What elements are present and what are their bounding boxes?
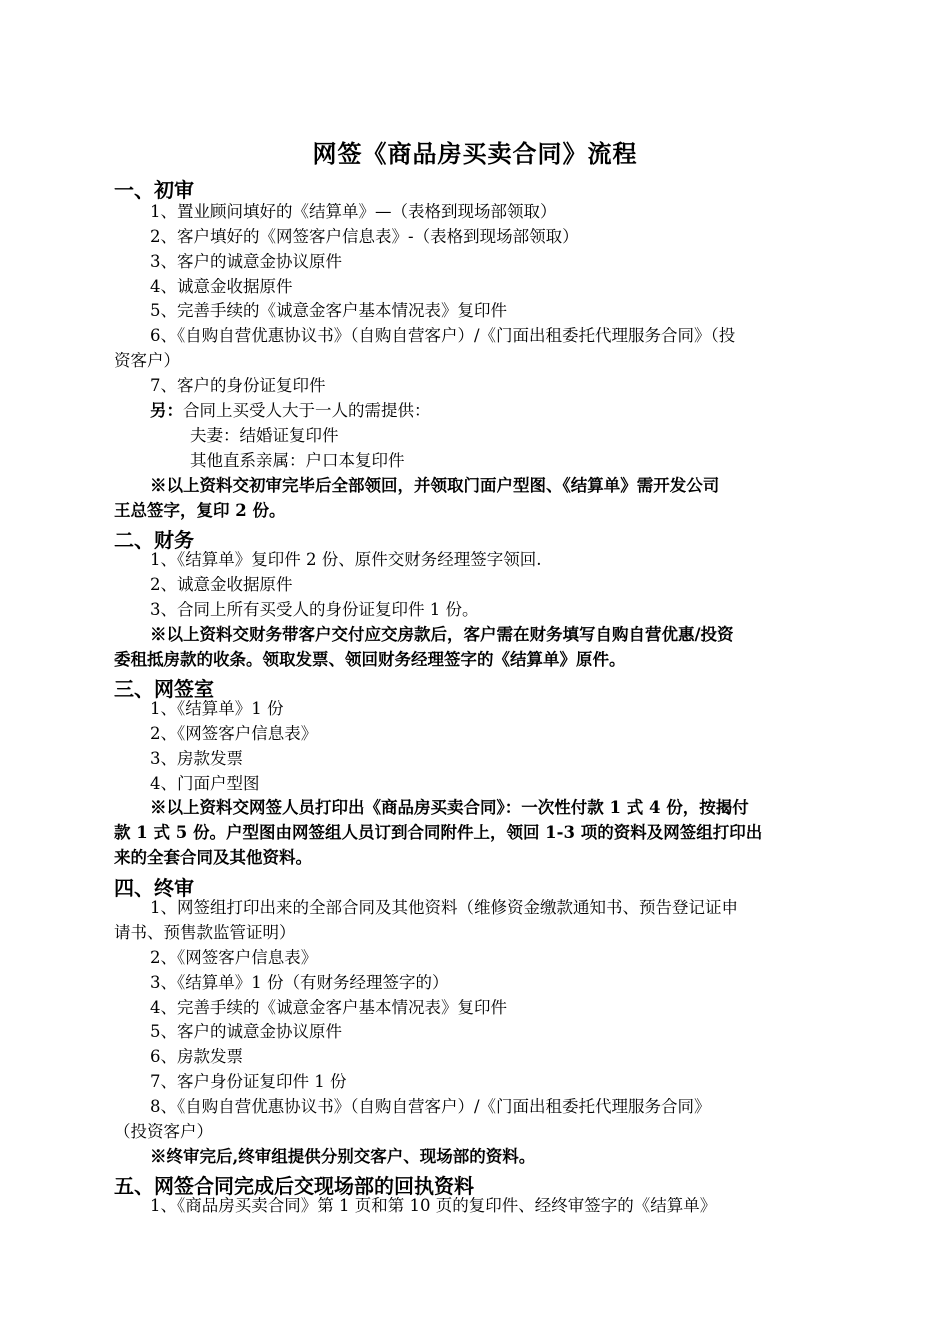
list-item: 6、《自购自营优惠协议书》（自购自营客户）/《门面出租委托代理服务合同》（投 [150, 326, 736, 345]
list-item: 2、《网签客户信息表》 [150, 724, 318, 743]
list-item: 3、客户的诚意金协议原件 [150, 252, 342, 271]
list-item: 2、客户填好的《网签客户信息表》-（表格到现场部领取） [150, 227, 579, 246]
list-item: 4、门面户型图 [150, 774, 260, 793]
note-line: ※终审完后,终审组提供分别交客户、现场部的资料。 [150, 1147, 536, 1166]
section-heading-2: 二、财务 [114, 528, 194, 552]
section-heading-5: 五、网签合同完成后交现场部的回执资料 [114, 1174, 474, 1198]
list-item: 1、网签组打印出来的全部合同及其他资料（维修资金缴款通知书、预告登记证申 [150, 898, 738, 917]
list-item: （投资客户） [114, 1122, 213, 1141]
list-item: 其他直系亲属：户口本复印件 [190, 451, 405, 470]
note-line: ※以上资料交初审完毕后全部领回，并领取门面户型图、《结算单》需开发公司 [150, 476, 720, 495]
list-item: 1、《结算单》1 份 [150, 699, 284, 718]
list-item: 7、客户的身份证复印件 [150, 376, 326, 395]
note-line: ※以上资料交网签人员打印出《商品房买卖合同》：一次性付款 1 式 4 份，按揭付 [150, 798, 749, 817]
list-item: 1、《结算单》复印件 2 份、原件交财务经理签字领回. [150, 550, 542, 569]
extra-label: 另： [150, 401, 183, 420]
list-item: 3、合同上所有买受人的身份证复印件 1 份。 [150, 600, 479, 619]
section-heading-1: 一、初审 [114, 178, 194, 202]
section-heading-3: 三、网签室 [114, 677, 214, 701]
note-line: 款 1 式 5 份。户型图由网签组人员订到合同附件上，领回 1-3 项的资料及网签组打印出 [114, 823, 763, 842]
extra-text: 合同上买受人大于一人的需提供： [183, 401, 431, 420]
extra-requirement [150, 401, 431, 421]
list-item: 请书、预售款监管证明） [114, 923, 296, 942]
list-item: 6、房款发票 [150, 1047, 243, 1066]
section-heading-4: 四、终审 [114, 876, 194, 900]
list-item: 5、完善手续的《诚意金客户基本情况表》复印件 [150, 301, 507, 320]
list-item: 2、诚意金收据原件 [150, 575, 293, 594]
note-line: ※以上资料交财务带客户交付应交房款后，客户需在财务填写自购自营优惠/投资 [150, 625, 734, 644]
list-item: 资客户） [114, 351, 180, 370]
note-line: 来的全套合同及其他资料。 [114, 848, 312, 867]
list-item: 5、客户的诚意金协议原件 [150, 1022, 342, 1041]
list-item: 夫妻：结婚证复印件 [190, 426, 339, 445]
list-item: 3、《结算单》1 份（有财务经理签字的） [150, 973, 449, 992]
list-item: 4、完善手续的《诚意金客户基本情况表》复印件 [150, 998, 507, 1017]
note-line: 王总签字，复印 2 份。 [114, 501, 286, 520]
list-item: 2、《网签客户信息表》 [150, 948, 318, 967]
list-item: 3、房款发票 [150, 749, 243, 768]
list-item: 7、客户身份证复印件 1 份 [150, 1072, 347, 1091]
list-item: 8、《自购自营优惠协议书》（自购自营客户）/《门面出租委托代理服务合同》 [150, 1097, 711, 1116]
list-item: 1、置业顾问填好的《结算单》—（表格到现场部领取） [150, 202, 557, 221]
list-item: 1、《商品房买卖合同》第 1 页和第 10 页的复印件、经终审签字的《结算单》 [150, 1196, 717, 1215]
list-item: 4、诚意金收据原件 [150, 277, 293, 296]
page-title: 网签《商品房买卖合同》流程 [312, 139, 638, 168]
note-line: 委租抵房款的收条。领取发票、领回财务经理签字的《结算单》原件。 [114, 650, 626, 669]
